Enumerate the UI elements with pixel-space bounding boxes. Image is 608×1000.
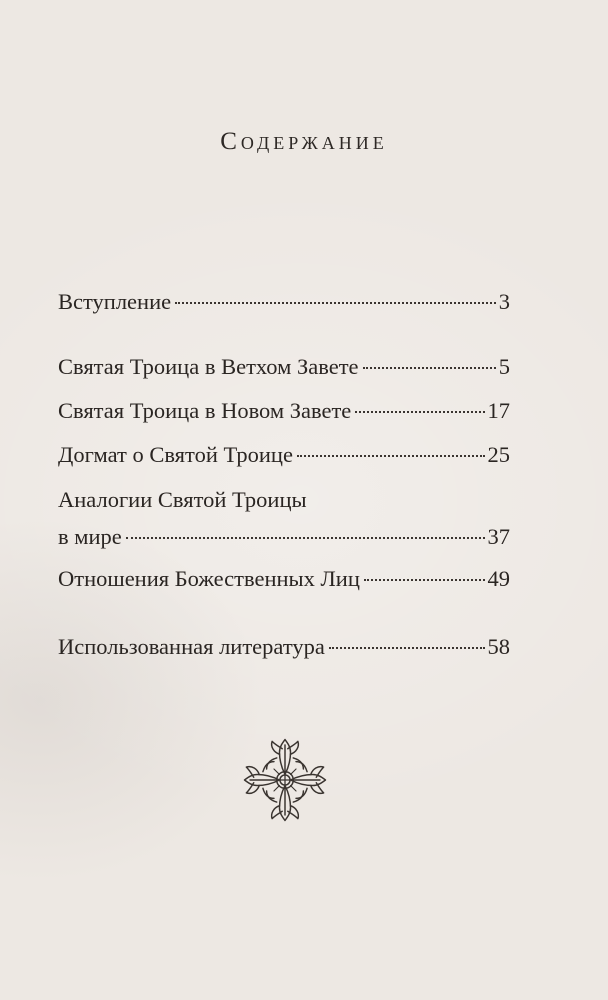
- toc-entry-page: 17: [487, 398, 510, 423]
- toc-entry-dogma: [58, 440, 510, 470]
- toc-leader-dots: [355, 411, 484, 413]
- toc-entry-label: Отношения Божественных Лиц: [58, 566, 360, 591]
- toc-entry-bibliography: [58, 632, 510, 662]
- toc-entry-label-line1: Аналогии Святой Троицы: [58, 487, 307, 512]
- toc-entry-label: Вступление: [58, 289, 172, 314]
- toc-entry-label: Святая Троица в Ветхом Завете: [58, 354, 359, 379]
- toc-entry-page: 5: [498, 354, 510, 379]
- toc-entry-page: 37: [487, 524, 510, 549]
- toc-entry-label: Святая Троица в Новом Завете: [58, 398, 352, 423]
- toc-entry-page: 3: [498, 289, 510, 314]
- cross-ornament-icon: [239, 734, 331, 826]
- toc-leader-dots: [175, 302, 496, 304]
- toc-entry-page: 58: [487, 634, 510, 659]
- toc-entry-label-line2: в мире: [58, 524, 122, 549]
- toc-entry-page: 25: [487, 442, 510, 467]
- toc-entry-label: Догмат о Святой Троице: [58, 442, 293, 467]
- toc-entry-second-line: [58, 522, 510, 552]
- page-title: Содержание: [220, 128, 388, 155]
- toc-leader-dots: [126, 537, 485, 539]
- toc-leader-dots: [364, 579, 485, 581]
- toc-entry-page: 49: [487, 566, 510, 591]
- toc-entry-old-testament: [58, 352, 510, 382]
- toc-entry-intro: [58, 287, 510, 317]
- toc-entry-relations: [58, 564, 510, 594]
- toc-entry-analogies: [58, 485, 510, 552]
- toc-leader-dots: [297, 455, 485, 457]
- toc-entry-label: Использованная литература: [58, 634, 325, 659]
- toc-leader-dots: [329, 647, 485, 649]
- toc-leader-dots: [363, 367, 496, 369]
- toc-entry-new-testament: [58, 396, 510, 426]
